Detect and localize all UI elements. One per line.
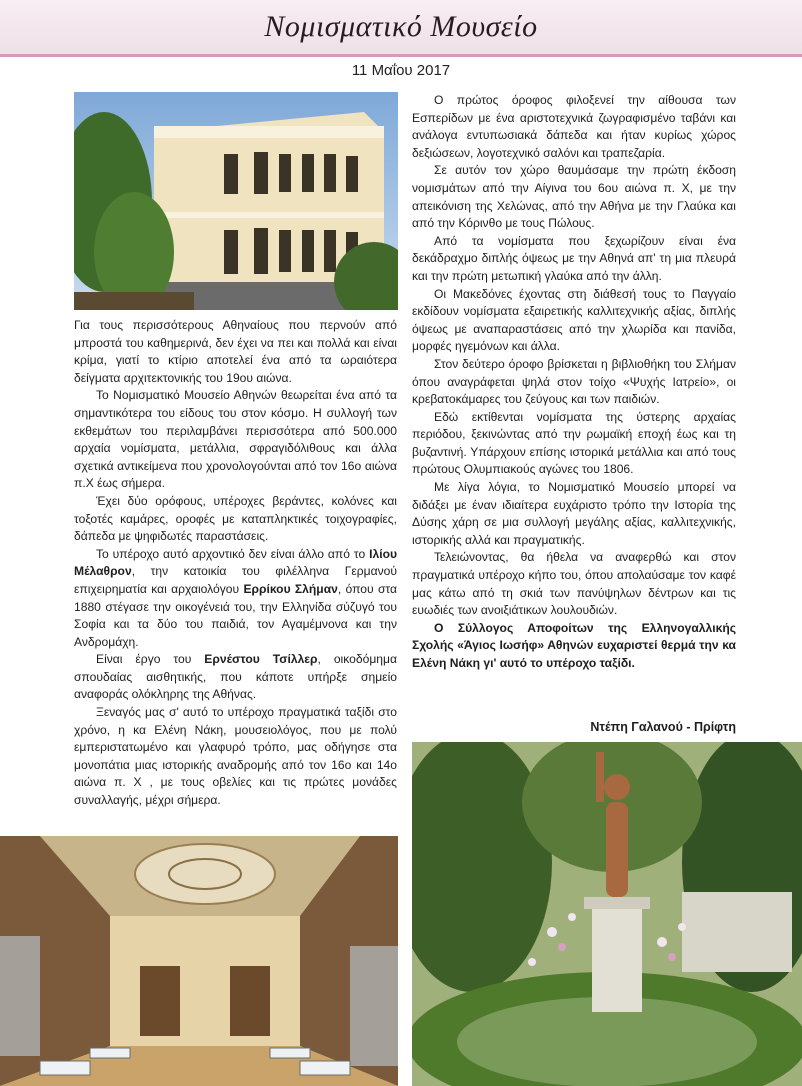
museum-hall-photo — [0, 836, 398, 1086]
text-run: , την κατοικία του φιλέλληνα Γερμανού επιχειρηματία και αρχαιολόγου — [74, 564, 397, 596]
emphasis: Ο Σύλλογος Αποφοίτων της Ελληνογαλλικής Σχολής «Άγιος Ιωσήφ» Αθηνών ευχαριστεί θερμά την κα Ελένη Νάκη γι' αυτό το υπέροχο ταξίδι. — [412, 620, 736, 670]
text-run: Το υπέροχο αυτό αρχοντικό δεν είναι άλλο από το — [96, 546, 370, 561]
paragraph: Ξεναγός μας σ' αυτό το υπέροχο πραγματικά ταξίδι στο χρόνο, η κα Ελένη Νάκη, μουσειολόγος, που με πολύ εμπεριστατωμένο και γλαφυρό τρόπο, μας οδήγησε στα μονοπάτια μιας ιστορικής αναδρομής από τον 16ο και 14ο αιώνα π. Χ , με τους οβελίες και τις πρώτες μονάδες συναλλαγής, μέχρι σήμερα. — [74, 705, 397, 808]
building-facade-photo — [74, 92, 398, 310]
paragraph: Με λίγα λόγια, το Νομισματικό Μουσείο μπορεί να διδάξει με έναν ιδιαίτερα ευχάριστο τρόπο την Ιστορία της Δύσης χάρη σε μια συλλογή μεγάλης αξίας, καλλιτεχνικής, ιστορικής αλλά και πραγματικής. — [412, 480, 736, 547]
paragraph: Έχει δύο ορόφους, υπέροχες βεράντες, κολόνες και τοξοτές καμάρες, οροφές με καταπληκτικές τοιχογραφίες, δάπεδα με ψηφιδωτές παραστάσεις. — [74, 493, 397, 544]
text-run: , οικοδόμημα σπουδαίας αισθητικής, που κάποτε υπήρξε σημείο αναφοράς ολόκληρης της Αθήνας. — [74, 652, 397, 702]
paragraph — [74, 651, 397, 704]
text-run: Είναι έργο του — [96, 652, 205, 667]
emphasis: Ερρίκου Σλήμαν — [243, 581, 338, 596]
paragraph: Το Νομισματικό Μουσείο Αθηνών θεωρείται ένα από τα σημαντικότερα του είδους του στον κόσμο. Η συλλογή των εκθεμάτων του περιλαμβάνει περισσότερα από 500.000 αρχαία νομίσματα, μετάλλια, σφραγιδόλιθους και άλλα σχετικά αντικείμενα που χρονολογούνται από τον 16ο αιώνα π.Χ έως σήμερα. — [74, 388, 397, 491]
emphasis: Ιλίου Μέλαθρον — [74, 546, 397, 579]
paragraph: Σε αυτόν τον χώρο θαυμάσαμε την πρώτη έκδοση νομισμάτων από την Αίγινα του 6ου αιώνα π. Χ, με την απεικόνιση της Χελώνας, από την Αθήνα με την Γλαύκα και από την Κόρινθο με τους Πώλους. — [412, 163, 736, 231]
paragraph — [74, 546, 397, 652]
garden-statue-photo — [412, 742, 802, 1086]
left-column — [74, 317, 397, 810]
right-column — [412, 92, 736, 673]
paragraph: Από τα νομίσματα που ξεχωρίζουν είναι ένα δεκάδραχμο διπλής όψεως με την Αθηνά απ' τη μια πλευρά και την πρώτη μετωπική γλαύκα από την άλλη. — [412, 233, 736, 283]
paragraph: Για τους περισσότερους Αθηναίους που περνούν από μπροστά του καθημερινά, δεν έχει να πει και πολλά και είναι κρίμα, γιατί το κτίριο αποτελεί ένα από τα ωραιότερα δείγματα αρχιτεκτονικής του 19ου αιώνα. — [74, 318, 397, 385]
paragraph: Στον δεύτερο όροφο βρίσκεται η βιβλιοθήκη του Σλήμαν όπου αναγράφεται ψηλά στον τοίχο «Ψυχής Ιατρείο», οι κρεβατοκάμαρες του ζεύγους και των παιδιών. — [412, 356, 736, 407]
paragraph: Ο πρώτος όροφος φιλοξενεί την αίθουσα των Εσπερίδων με ένα αριστοτεχνικά ζωγραφισμένο ταβάνι και ανάλογα εντυπωσιακά δάπεδα και ήταν κυρίως χώρος δεξιώσεων, λογοτεχνικό σαλόνι και τραπεζαρία. — [412, 93, 736, 160]
article-date: 11 Μαΐου 2017 — [351, 62, 451, 79]
text-run: , όπου στα 1880 στέγασε την οικογένειά του, την Ελληνίδα σύζυγό του Σοφία και τα δύο του παιδιά, τον Αγαμέμνονα και την Ανδρομάχη. — [74, 581, 398, 649]
page-title: Νομισματικό Μουσείο — [264, 10, 538, 43]
paragraph: Εδώ εκτίθενται νομίσματα της ύστερης αρχαίας περιόδου, ξεκινώντας από την ρωμαϊκή εποχή έως και τη βυζαντινή. Υπάρχουν επίσης ιστορικά μετάλλια και από τους πρώτους Ολυμπιακούς αγώνες του 1806. — [412, 409, 736, 477]
paragraph: Οι Μακεδόνες έχοντας στη διάθεσή τους το Παγγαίο εκδίδουν νομίσματα εξαιρετικής καλλιτεχνικής αξίας, διπλής όψεως με αναπαραστάσεις από την χλωρίδα και πανίδα, μορφές ηγεμόνων και άλλα. — [412, 286, 736, 354]
paragraph: Τελειώνοντας, θα ήθελα να αναφερθώ και στον πραγματικά υπέροχο κήπο του, όπου απολαύσαμε τον καφέ μας κάτω από τη σκιά των πανύψηλων δέντρων και τις ευωδιές των ανοιξιάτικων λουλουδιών. — [412, 550, 736, 618]
thanks-paragraph — [412, 620, 736, 673]
author-signature: Ντέπη Γαλανού - Πρίφτη — [590, 720, 736, 734]
emphasis: Ερνέστου Τσίλλερ — [204, 652, 318, 667]
